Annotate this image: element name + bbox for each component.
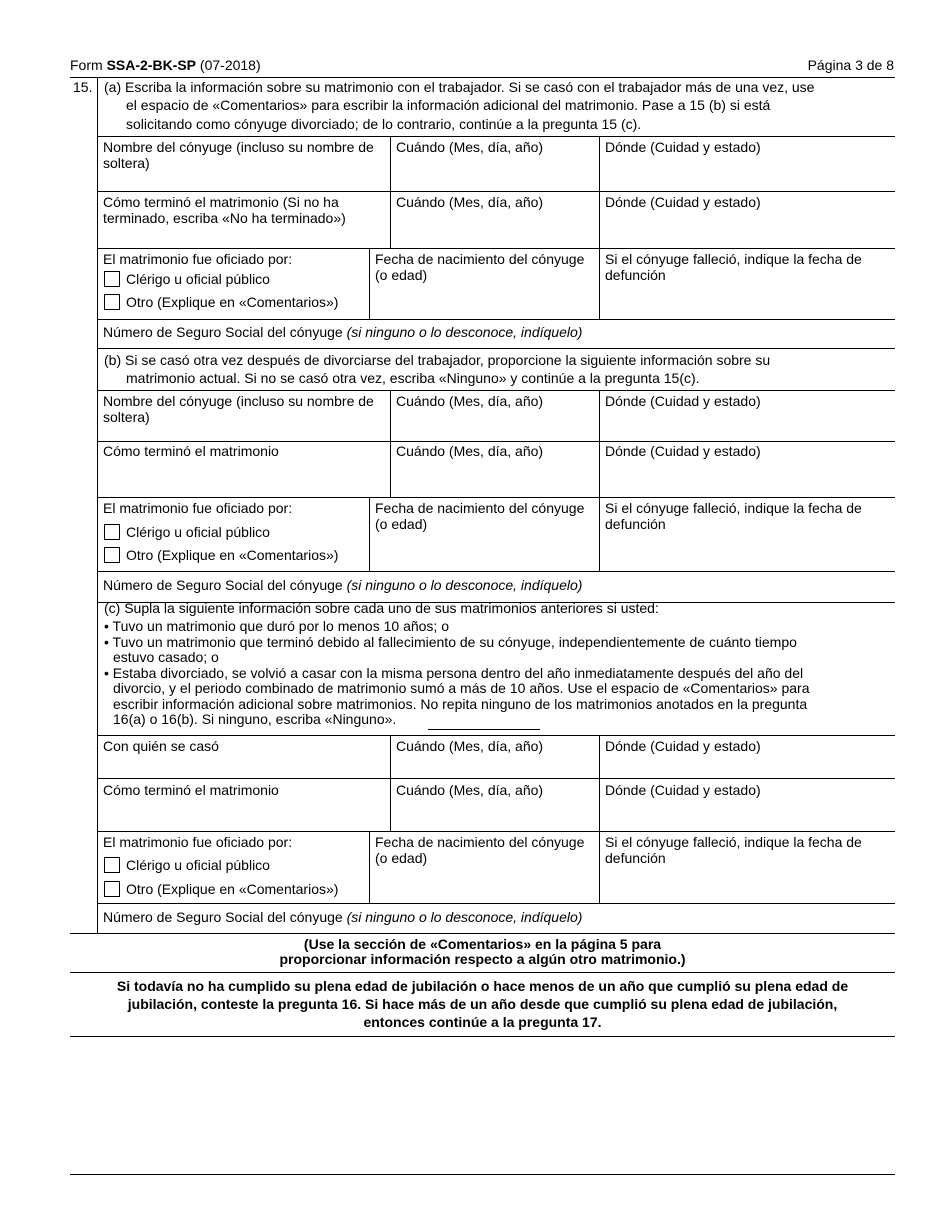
checkbox[interactable]: [104, 547, 120, 563]
q15a-intro-line1: (a) Escriba la información sobre su matrimonio con el trabajador. Si se casó con el trabajador más de una vez, use: [104, 79, 815, 95]
q15b-end-when-label: Cuándo (Mes, día, año): [396, 443, 544, 459]
rule: [390, 136, 391, 248]
q15c-bullet3-line3: escribir información adicional sobre matrimonios. No repita ninguno de los matrimonios anotados en la pregunta: [113, 696, 808, 712]
q15b-where-field[interactable]: [602, 424, 896, 440]
ssn-label-text: Número de Seguro Social del cónyuge: [103, 577, 347, 593]
q15a-birth-field[interactable]: [372, 296, 600, 316]
q15b-spouse-name-label: Nombre del cónyuge (incluso su nombre de soltera): [103, 393, 374, 425]
q15a-how-ended-field[interactable]: [100, 228, 390, 248]
ssn-note: (si ninguno o lo desconoce, indíquelo): [346, 577, 583, 593]
q15b-where-label: Dónde (Cuidad y estado): [605, 393, 761, 409]
q15c-end-where-label: Dónde (Cuidad y estado): [605, 782, 761, 798]
q15b-birth-field[interactable]: [372, 548, 600, 568]
q15c-end-where-field[interactable]: [602, 808, 896, 828]
q15c-officiated-label: El matrimonio fue oficiado por:: [103, 834, 293, 850]
q15c-bullet3-line1: • Estaba divorciado, se volvió a casar con la misma persona dentro del año inmediatamente después del año del: [104, 665, 804, 681]
q15b-how-ended-label: Cómo terminó el matrimonio: [103, 443, 279, 459]
option-label: Clérigo u oficial público: [126, 857, 270, 873]
q15b-intro-line2: matrimonio actual. Si no se casó otra vez, escriba «Ninguno» y continúe a la pregunta 15(c).: [126, 370, 700, 386]
checkbox[interactable]: [104, 857, 120, 873]
rule: [599, 136, 600, 319]
q15c-intro-line1: (c) Supla la siguiente información sobre cada uno de sus matrimonios anteriores si usted:: [104, 600, 659, 616]
rule: [70, 972, 895, 973]
q15c-ssn-label: [103, 909, 582, 925]
rule: [97, 497, 895, 498]
q15b-officiated-label: El matrimonio fue oficiado por:: [103, 500, 293, 516]
q15a-how-ended-label: Cómo terminó el matrimonio (Si no ha terminado, escriba «No ha terminado»): [103, 194, 346, 226]
form-date: (07-2018): [196, 57, 261, 73]
question-number-divider: [97, 77, 98, 933]
q15c-bullet1: • Tuvo un matrimonio que duró por lo menos 10 años; o: [104, 618, 449, 634]
rule: [599, 735, 600, 903]
q15b-end-where-label: Dónde (Cuidad y estado): [605, 443, 761, 459]
q15a-death-field[interactable]: [602, 296, 896, 316]
instruction-line3: entonces continúe a la pregunta 17.: [363, 1014, 602, 1030]
q15c-bullet2-line1: • Tuvo un matrimonio que terminó debido al fallecimiento de su cónyuge, independientemente de cuánto tiempo: [104, 634, 797, 650]
q15a-end-when-label: Cuándo (Mes, día, año): [396, 194, 544, 210]
rule: [599, 390, 600, 571]
q15c-end-when-label: Cuándo (Mes, día, año): [396, 782, 544, 798]
q15a-end-when-field[interactable]: [393, 228, 599, 248]
rule: [97, 441, 895, 442]
rule: [97, 735, 895, 736]
q15c-married-to-label: Con quién se casó: [103, 738, 219, 754]
q15c-bullet2-line2: estuvo casado; o: [113, 649, 219, 665]
form-prefix: Form: [70, 57, 107, 73]
checkbox[interactable]: [104, 294, 120, 310]
option-label: Otro (Explique en «Comentarios»): [126, 294, 339, 310]
rule: [390, 735, 391, 831]
question-number: 15.: [73, 79, 93, 95]
rule: [97, 831, 895, 832]
q15a-where-label: Dónde (Cuidad y estado): [605, 139, 761, 155]
q15c-how-ended-label: Cómo terminó el matrimonio: [103, 782, 279, 798]
rule: [369, 248, 370, 319]
q15a-when-field[interactable]: [393, 170, 599, 190]
q15a-when-label: Cuándo (Mes, día, año): [396, 139, 544, 155]
q15b-end-where-field[interactable]: [602, 474, 896, 494]
q15b-ssn-label: [103, 577, 582, 593]
q15c-birth-label: Fecha de nacimiento del cónyuge (o edad): [375, 834, 585, 866]
q15c-end-when-field[interactable]: [393, 808, 599, 828]
q15c-death-field[interactable]: [602, 880, 896, 900]
q15c-where-label: Dónde (Cuidad y estado): [605, 738, 761, 754]
ssn-note: (si ninguno o lo desconoce, indíquelo): [346, 909, 583, 925]
rule: [97, 390, 895, 391]
q15c-how-ended-field[interactable]: [100, 808, 390, 828]
rule: [97, 319, 895, 320]
q15b-death-label: Si el cónyuge falleció, indique la fecha de defunción: [605, 500, 862, 532]
q15c-when-label: Cuándo (Mes, día, año): [396, 738, 544, 754]
ssn-label-text: Número de Seguro Social del cónyuge: [103, 324, 347, 340]
rule: [97, 136, 895, 137]
checkbox[interactable]: [104, 271, 120, 287]
rule: [70, 933, 895, 934]
option-label: Otro (Explique en «Comentarios»): [126, 547, 339, 563]
page-number: Página 3 de 8: [807, 57, 894, 73]
q15b-intro-line1: (b) Si se casó otra vez después de divorciarse del trabajador, proporcione la siguiente información sobre su: [104, 352, 771, 368]
q15b-clergy-option[interactable]: [104, 524, 270, 540]
instruction-line1: Si todavía no ha cumplido su plena edad de jubilación o hace menos de un año que cumplió su plena edad de: [116, 978, 849, 994]
q15a-other-option[interactable]: [104, 294, 338, 310]
q15c-married-to-field[interactable]: [100, 758, 390, 776]
rule: [97, 348, 895, 349]
q15b-birth-label: Fecha de nacimiento del cónyuge (o edad): [375, 500, 585, 532]
option-label: Clérigo u oficial público: [126, 524, 270, 540]
q15a-where-field[interactable]: [602, 170, 896, 190]
q15a-intro-line2: el espacio de «Comentarios» para escribir la información adicional del matrimonio. Pase a 15 (b) si está: [126, 97, 771, 113]
rule: [70, 1174, 895, 1175]
rule: [97, 571, 895, 572]
q15a-death-label: Si el cónyuge falleció, indique la fecha de defunción: [605, 251, 862, 283]
form-code: SSA-2-BK-SP: [106, 57, 197, 73]
q15c-death-label: Si el cónyuge falleció, indique la fecha de defunción: [605, 834, 862, 866]
rule: [97, 248, 895, 249]
rule: [97, 903, 895, 904]
q15c-where-field[interactable]: [602, 758, 896, 776]
q15b-when-label: Cuándo (Mes, día, año): [396, 393, 544, 409]
q15b-when-field[interactable]: [393, 424, 599, 440]
q15a-intro-line3: solicitando como cónyuge divorciado; de lo contrario, continúe a la pregunta 15 (c).: [126, 116, 642, 132]
rule: [369, 831, 370, 903]
q15c-birth-field[interactable]: [372, 880, 600, 900]
comments-note-line2: proporcionar información respecto a algún otro matrimonio.): [279, 951, 686, 967]
rule: [97, 778, 895, 779]
q15c-other-option[interactable]: [104, 881, 338, 897]
q15c-when-field[interactable]: [393, 758, 599, 776]
q15c-clergy-option[interactable]: [104, 857, 270, 873]
instruction-line2: jubilación, conteste la pregunta 16. Si hace más de un año desde que cumplió su plena edad de jubilación,: [127, 996, 838, 1012]
top-rule: [70, 77, 895, 78]
comments-note-line1: (Use la sección de «Comentarios» en la página 5 para: [303, 936, 662, 952]
rule: [369, 497, 370, 571]
q15b-how-ended-field[interactable]: [100, 474, 390, 494]
q15a-officiated-label: El matrimonio fue oficiado por:: [103, 251, 293, 267]
rule: [390, 390, 391, 497]
q15c-none-field[interactable]: [428, 713, 540, 730]
q15b-end-when-field[interactable]: [393, 474, 599, 494]
q15c-bullet3-line2: divorcio, y el periodo combinado de matrimonio sumó a más de 10 años. Use el espacio de «Comentarios» para: [113, 680, 810, 696]
rule: [97, 191, 895, 192]
ssn-note: (si ninguno o lo desconoce, indíquelo): [346, 324, 583, 340]
comments-note: [70, 937, 895, 967]
form-id: [70, 57, 261, 73]
q15a-end-where-label: Dónde (Cuidad y estado): [605, 194, 761, 210]
checkbox[interactable]: [104, 524, 120, 540]
q15a-birth-label: Fecha de nacimiento del cónyuge (o edad): [375, 251, 585, 283]
option-label: Clérigo u oficial público: [126, 271, 270, 287]
checkbox[interactable]: [104, 881, 120, 897]
retirement-instruction: [70, 977, 895, 1031]
q15b-spouse-name-field[interactable]: [100, 424, 390, 440]
option-label: Otro (Explique en «Comentarios»): [126, 881, 339, 897]
q15a-spouse-name-field[interactable]: [100, 170, 390, 190]
q15a-ssn-label: [103, 324, 582, 340]
q15b-other-option[interactable]: [104, 547, 338, 563]
ssn-label-text: Número de Seguro Social del cónyuge: [103, 909, 347, 925]
q15b-death-field[interactable]: [602, 548, 896, 568]
rule: [70, 1036, 895, 1037]
q15c-bullet3-line4: 16(a) o 16(b). Si ninguno, escriba «Ninguno».: [113, 711, 397, 727]
q15a-clergy-option[interactable]: [104, 271, 270, 287]
q15a-spouse-name-label: Nombre del cónyuge (incluso su nombre de soltera): [103, 139, 374, 171]
q15a-end-where-field[interactable]: [602, 228, 896, 248]
